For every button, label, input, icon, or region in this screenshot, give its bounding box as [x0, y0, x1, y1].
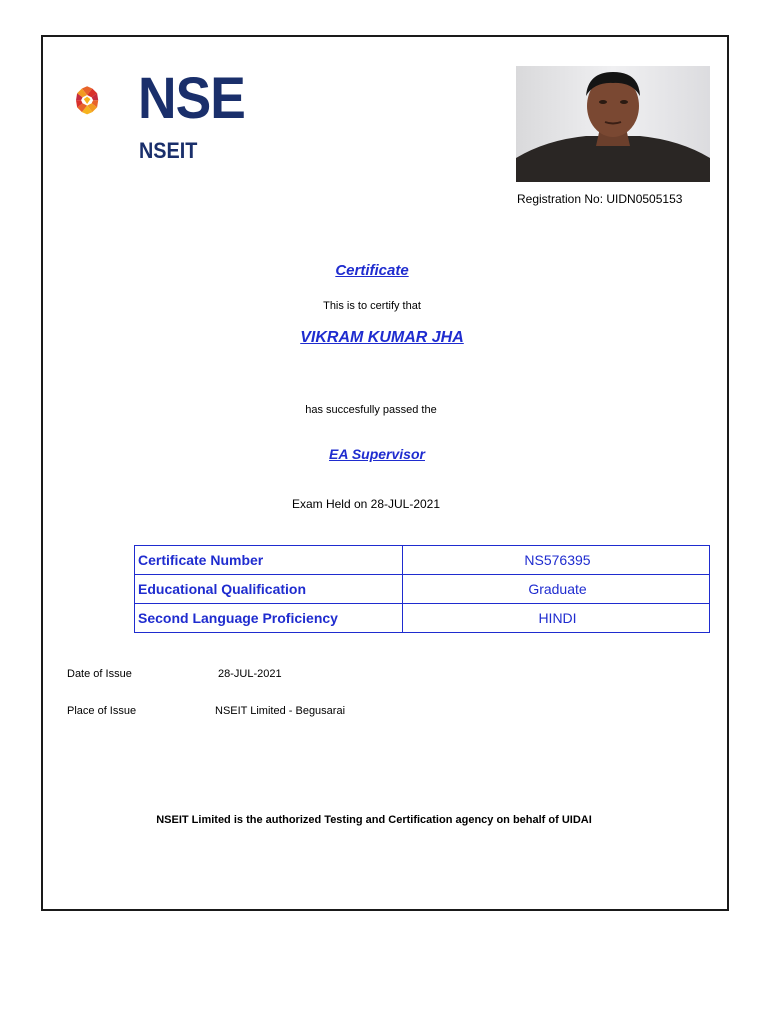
registration-number: Registration No: UIDN0505153 [517, 192, 683, 206]
table-row [135, 546, 710, 575]
place-of-issue-value: NSEIT Limited - Begusarai [215, 705, 346, 717]
logo-subtitle: NSEIT [139, 138, 198, 163]
footer-statement: NSEIT Limited is the authorized Testing and Certification agency on behalf of UIDAI [156, 814, 592, 826]
candidate-photo [516, 66, 710, 182]
logo-wordmark: NSE [138, 66, 245, 131]
details-value: NS576395 [403, 546, 710, 575]
passed-line: has succesfully passed the [305, 404, 437, 416]
exam-date-line: Exam Held on 28-JUL-2021 [291, 497, 441, 511]
certificate-heading: Certificate [335, 262, 409, 279]
details-label: Second Language Proficiency [135, 604, 403, 633]
table-row [135, 604, 710, 633]
details-value: Graduate [403, 575, 710, 604]
certify-line: This is to certify that [323, 300, 421, 312]
details-table [134, 545, 710, 633]
candidate-name: VIKRAM KUMAR JHA [300, 329, 464, 346]
exam-name: EA Supervisor [329, 446, 425, 462]
details-value: HINDI [403, 604, 710, 633]
date-of-issue-label: Date of Issue [67, 668, 132, 680]
details-label: Educational Qualification [135, 575, 403, 604]
details-label: Certificate Number [135, 546, 403, 575]
place-of-issue-label: Place of Issue [67, 705, 137, 717]
date-of-issue-value: 28-JUL-2021 [218, 668, 282, 680]
table-row [135, 575, 710, 604]
nse-logo-icon [76, 64, 136, 144]
